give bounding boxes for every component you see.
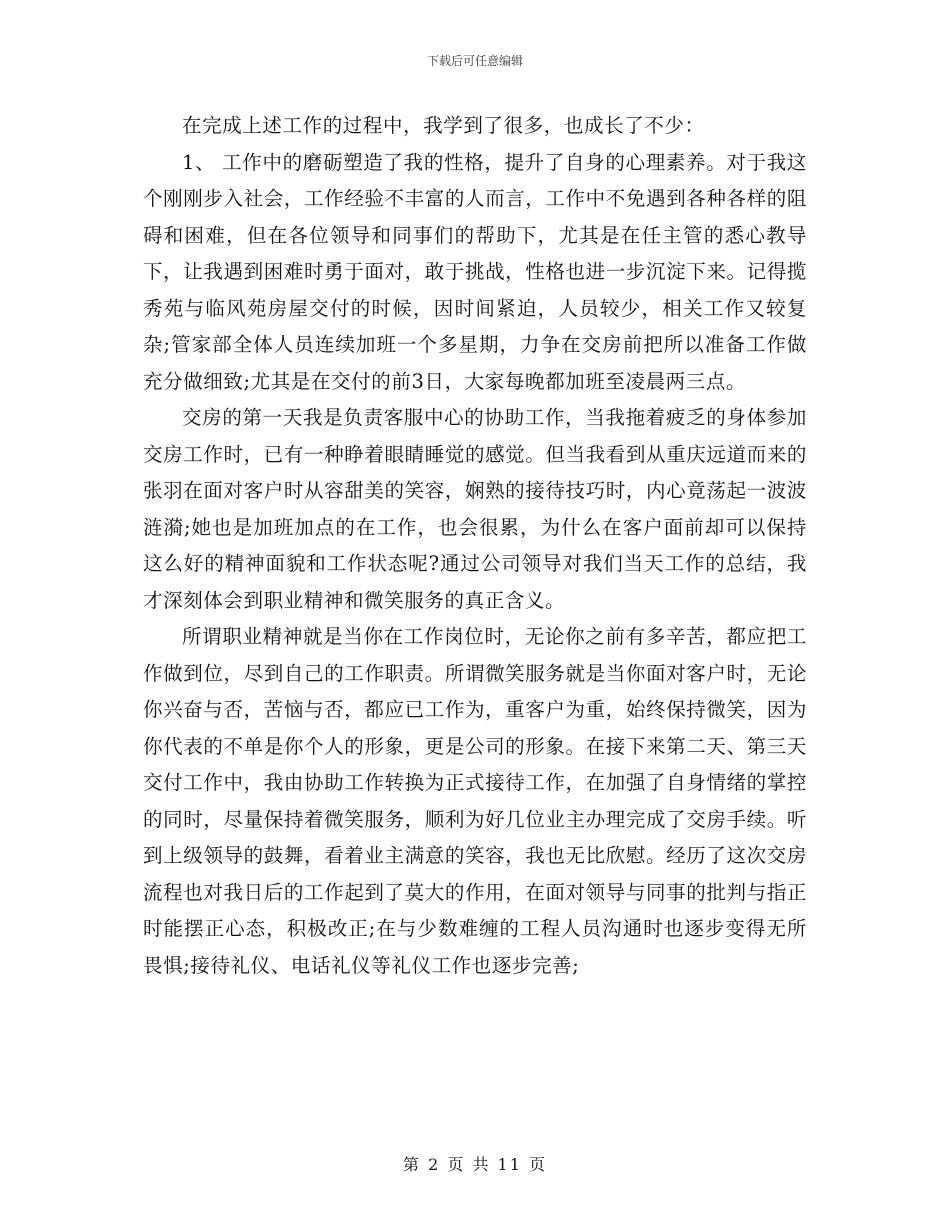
paragraph-point-1: 1、 工作中的磨砺塑造了我的性格，提升了自身的心理素养。对于我这个刚刚步入社会，工作经验不丰富的人而言，工作中不免遇到各种各样的阻碍和困难，但在各位领导和同事们的帮助下，尤其是在任主管的悉心教导下，让我遇到困难时勇于面对，敢于挑战，性格也进一步沉淀下来。记得揽秀苑与临风苑房屋交付的时候，因时间紧迫，人员较少，相关工作又较复杂;管家部全体人员连续加班一个多星期，力争在交房前把所以准备工作做充分做细致;尤其是在交付的前3日，大家每晚都加班至凌晨两三点。 <box>143 150 807 393</box>
paragraph-handover-day: 交房的第一天我是负责客服中心的协助工作，当我拖着疲乏的身体参加交房工作时，已有一种睁着眼睛睡觉的感觉。但当我看到从重庆远道而来的张羽在面对客户时从容甜美的笑容，娴熟的接待技巧时，内心竟荡起一波波涟漪;她也是加班加点的在工作，也会很累，为什么在客户面前却可以保持这么好的精神面貌和工作状态呢?通过公司领导对我们当天工作的总结，我才深刻体会到职业精神和微笑服务的真正含义。 <box>143 406 807 612</box>
paragraph-professionalism: 所谓职业精神就是当你在工作岗位时，无论你之前有多辛苦，都应把工作做到位，尽到自己的工作职责。所谓微笑服务就是当你面对客户时，无论你兴奋与否，苦恼与否，都应已工作为，重客户为重，始终保持微笑，因为你代表的不单是你个人的形象，更是公司的形象。在接下来第二天、第三天交付工作中，我由协助工作转换为正式接待工作，在加强了自身情绪的掌控的同时，尽量保持着微笑服务，顺利为好几位业主办理完成了交房手续。听到上级领导的鼓舞，看着业主满意的笑容，我也无比欣慰。经历了这次交房流程也对我日后的工作起到了莫大的作用，在面对领导与同事的批判与指正时能摆正心态，积极改正;在与少数难缠的工程人员沟通时也逐步变得无所畏惧;接待礼仪、电话礼仪等礼仪工作也逐步完善; <box>143 625 807 977</box>
page-header-note: 下载后可任意编辑 <box>426 54 523 68</box>
page-number: 第 2 页 共 11 页 <box>403 1155 547 1174</box>
paragraph-intro: 在完成上述工作的过程中，我学到了很多，也成长了不少： <box>182 114 705 137</box>
document-body <box>143 108 807 984</box>
